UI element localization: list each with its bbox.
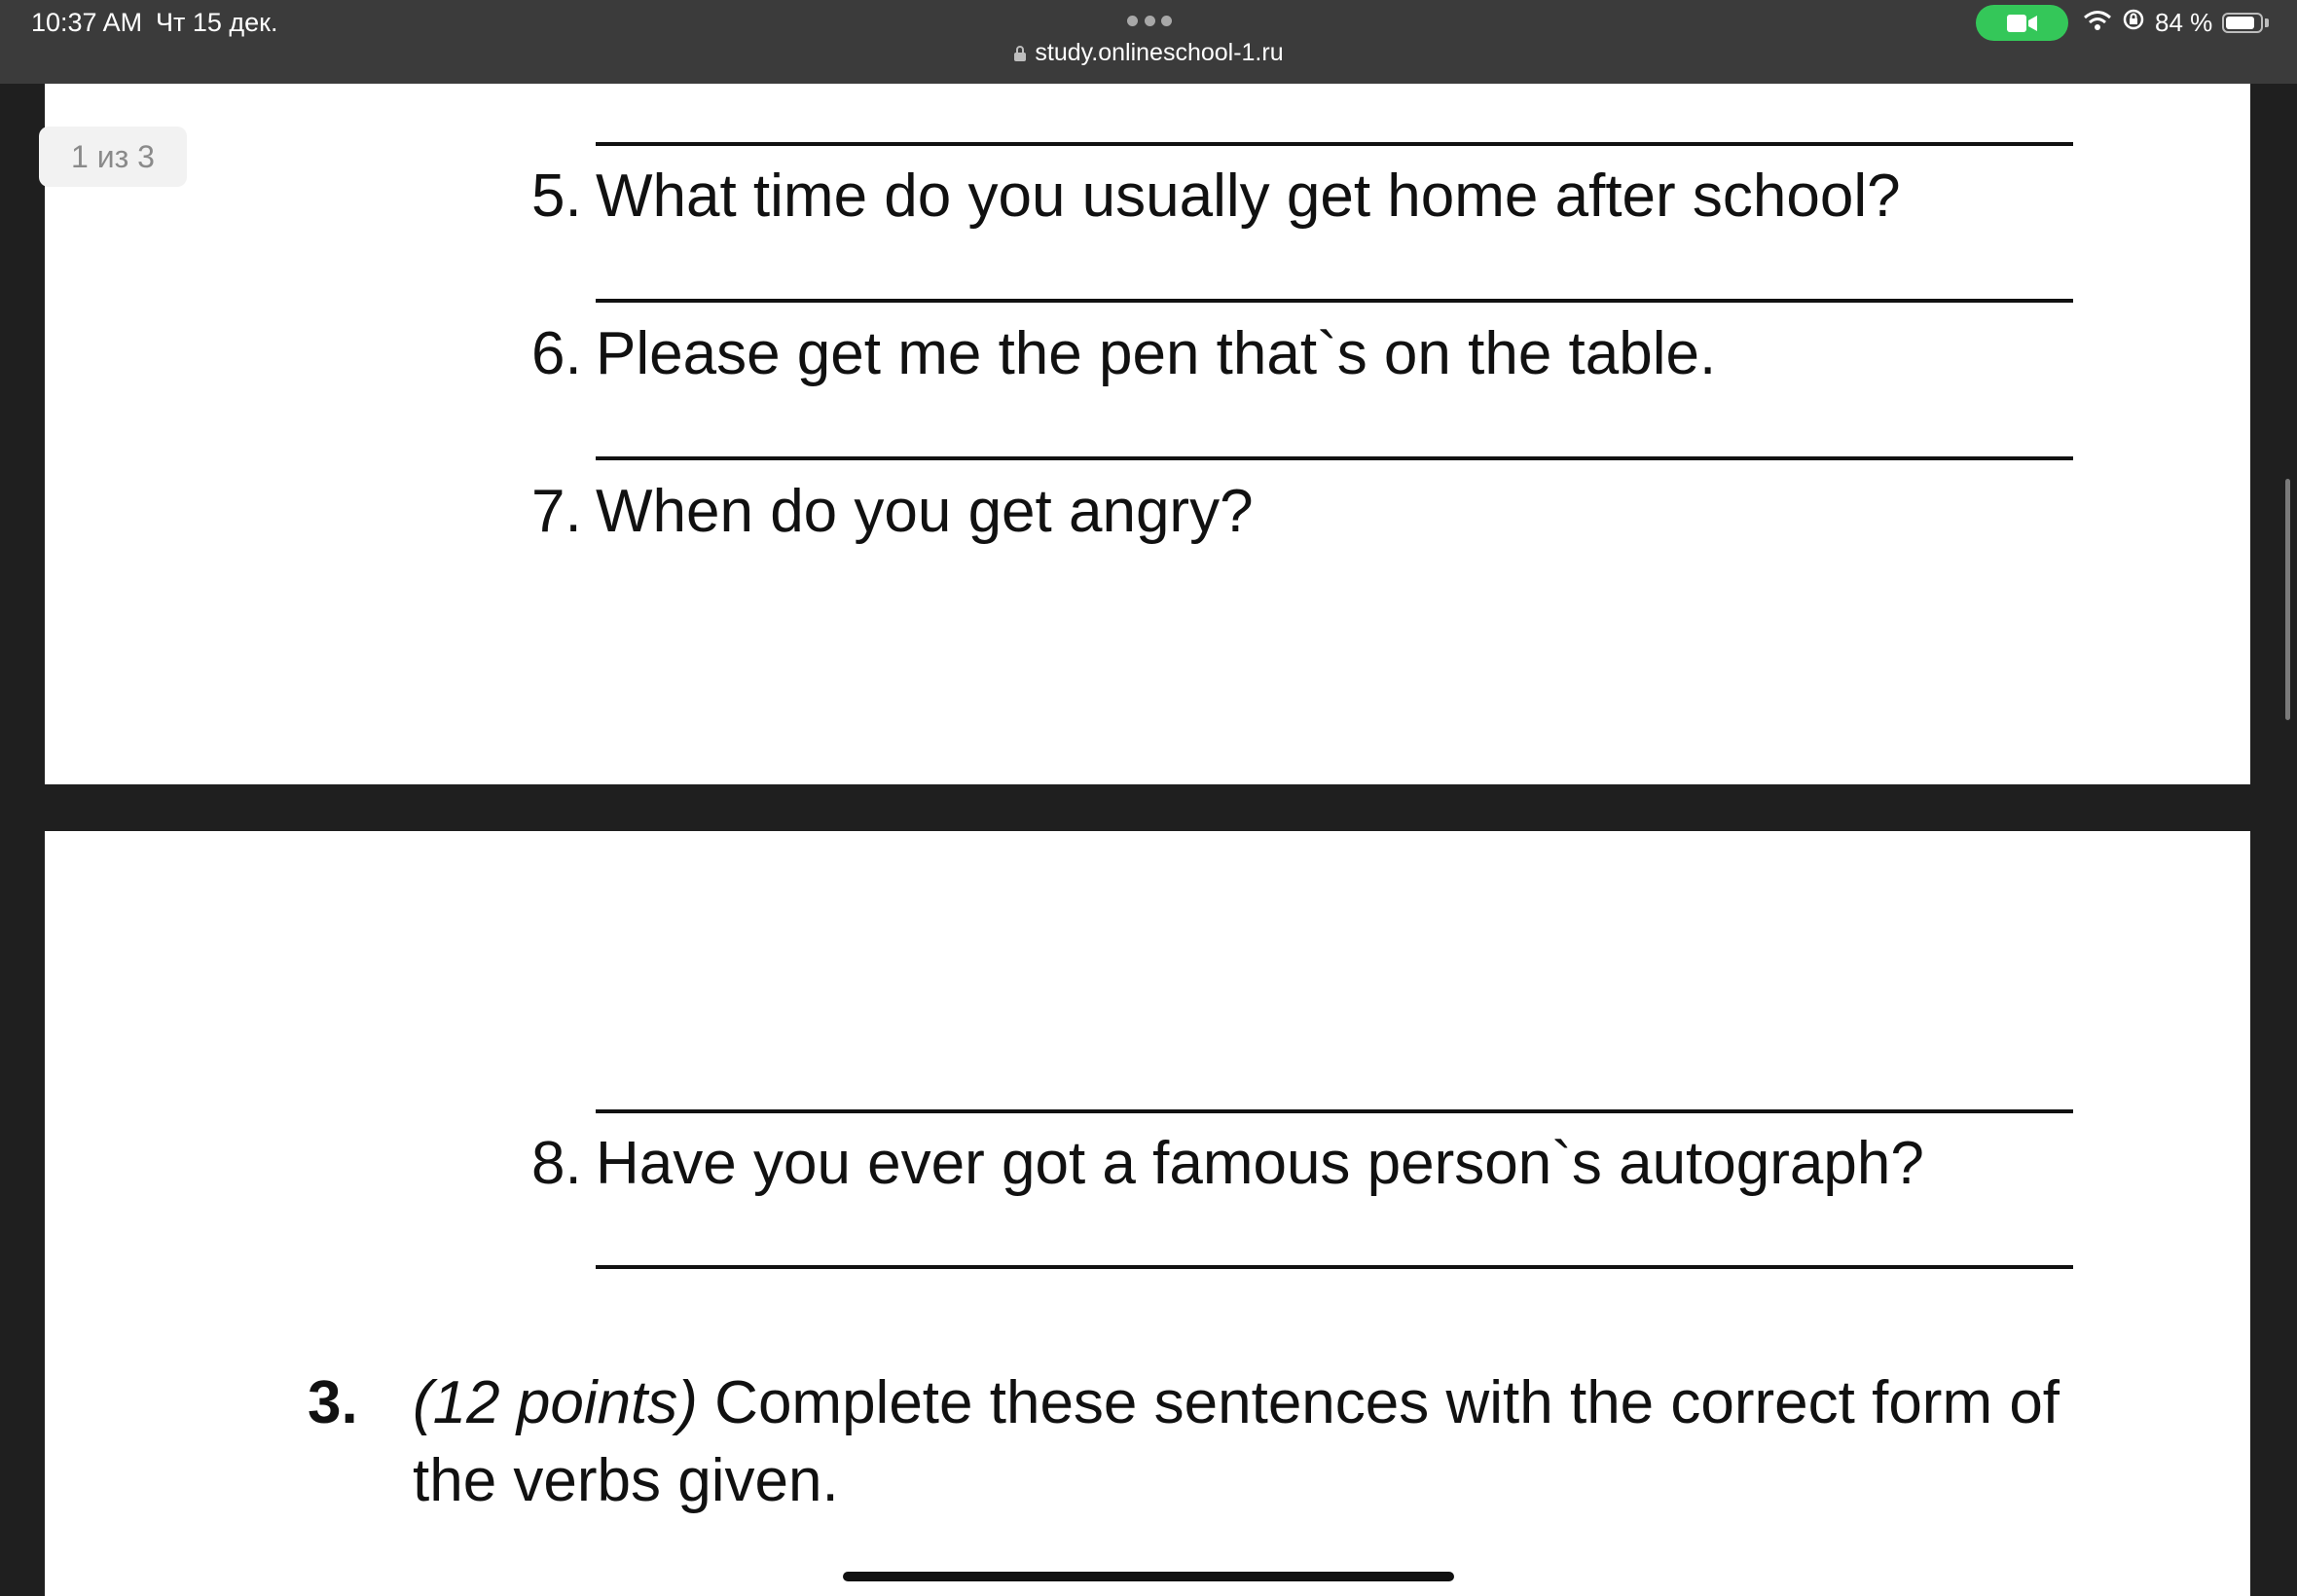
question-number: 8. <box>531 1130 582 1197</box>
question-7 <box>531 477 1254 546</box>
battery-tip <box>2265 18 2269 27</box>
battery-icon <box>2222 13 2263 33</box>
question-text: Please get me the pen that`s on the table. <box>596 320 1717 387</box>
status-icons <box>2083 6 2269 39</box>
camera-icon[interactable] <box>1976 5 2068 41</box>
question-number: 5. <box>531 163 582 230</box>
question-number: 6. <box>531 320 582 387</box>
question-8 <box>531 1129 1924 1198</box>
lock-icon <box>1013 45 1027 62</box>
answer-line <box>596 456 2073 460</box>
wifi-icon <box>2083 8 2112 38</box>
battery-percent: 84 % <box>2155 7 2213 37</box>
question-text: When do you get angry? <box>596 478 1254 545</box>
address-bar[interactable] <box>0 39 2297 67</box>
task-instruction-line1: Complete these sentences with the correct form of <box>697 1369 2060 1436</box>
question-5 <box>531 162 1901 231</box>
task-points: (12 points) <box>413 1369 698 1436</box>
status-bar <box>0 0 2297 84</box>
scrollbar[interactable] <box>2285 479 2290 720</box>
question-text: What time do you usually get home after school? <box>596 163 1901 230</box>
task-number: 3. <box>308 1369 358 1436</box>
answer-line <box>596 1265 2073 1269</box>
page-counter: 1 из 3 <box>39 127 187 187</box>
answer-line <box>596 299 2073 303</box>
more-options-icon[interactable] <box>1127 16 1172 27</box>
home-indicator[interactable] <box>843 1572 1454 1581</box>
answer-line <box>596 142 2073 146</box>
question-number: 7. <box>531 478 582 545</box>
orientation-lock-icon <box>2122 8 2145 38</box>
question-6 <box>531 319 1716 388</box>
task-instruction <box>413 1364 2106 1520</box>
answer-line <box>596 1109 2073 1113</box>
task-instruction-line2: the verbs given. <box>413 1447 839 1514</box>
status-date: Чт 15 дек. <box>156 8 278 37</box>
status-time: 10:37 AM <box>31 8 143 37</box>
url-text[interactable]: study.onlineschool-1.ru <box>1035 39 1284 66</box>
question-text: Have you ever got a famous person`s autograph? <box>596 1130 1924 1197</box>
